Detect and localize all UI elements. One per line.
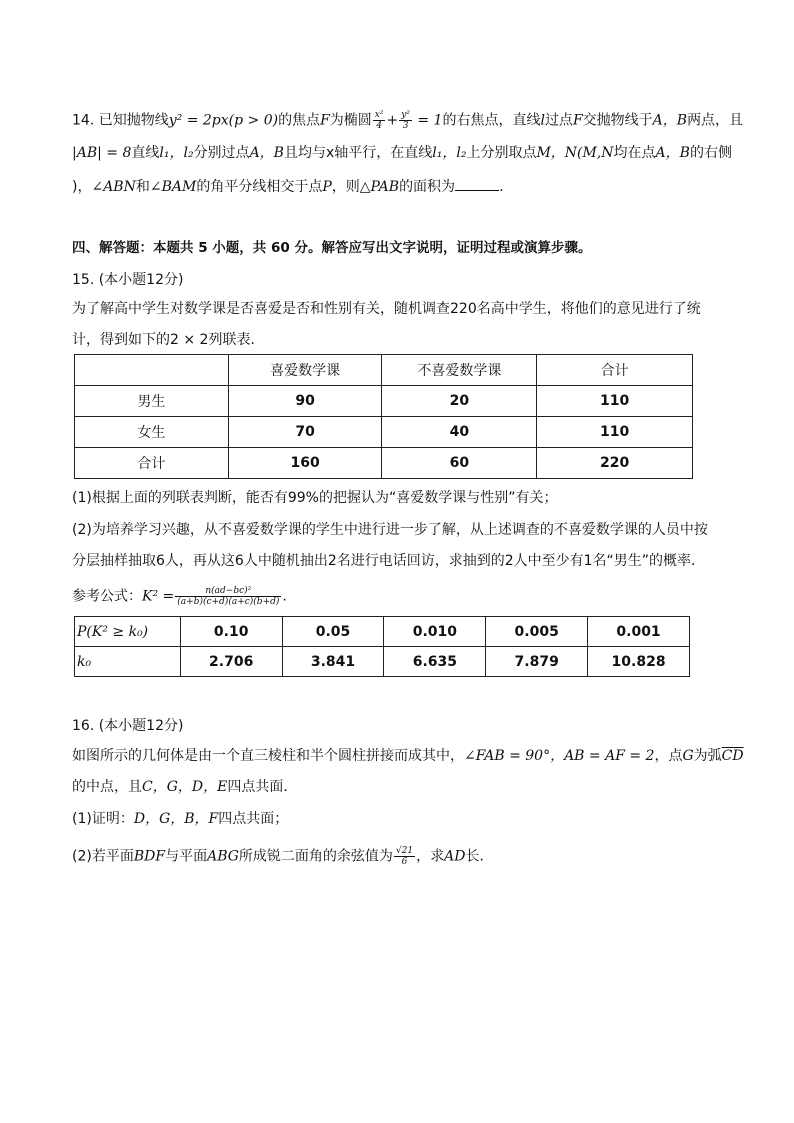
table-cell: 7.879 [486, 647, 588, 677]
table-cell: 3.841 [282, 647, 384, 677]
q15-formula [72, 586, 287, 607]
table-cell: 60 [382, 448, 537, 479]
q16-part1 [72, 809, 288, 829]
table-row [75, 417, 693, 448]
text: 14. 已知抛物线 [72, 112, 169, 129]
text: 的右焦点，直线 [442, 112, 541, 129]
q16-line2 [72, 777, 297, 797]
text: 如图所示的几何体是由一个直三棱柱和半个圆柱拼接而成其中， [72, 748, 464, 764]
text: 为椭圆 [329, 112, 372, 129]
text: (1)证明： [72, 811, 134, 827]
triangle-pab: △PAB [359, 179, 400, 195]
text: 长． [465, 848, 494, 865]
fraction-y2-3 [399, 110, 412, 131]
table-cell: 男生 [75, 386, 229, 417]
table-cell: 10.828 [588, 647, 690, 677]
text: . [282, 588, 287, 605]
table-row [75, 386, 693, 417]
table-cell: 160 [228, 448, 382, 479]
table-cell: 110 [537, 386, 693, 417]
text: 直线 [131, 145, 160, 161]
var-g: G [682, 748, 694, 764]
ellipse-rest: = 1 [412, 112, 443, 129]
formula-lhs: K² = [142, 588, 175, 605]
text: 所成锐二面角的余弦值为 [238, 848, 393, 865]
var-l: l [540, 112, 545, 129]
table-cell: 90 [228, 386, 382, 417]
text: 四点共面． [227, 779, 298, 795]
var-mn: M，N(M,N [536, 145, 614, 161]
table-cell: 0.001 [588, 617, 690, 647]
q15-intro-1: 为了解高中学生对数学课是否喜爱是否和性别有关，随机调查220名高中学生，将他们的意见进行了统 [72, 301, 701, 317]
q15-header: 15. (本小题12分) [72, 272, 184, 288]
table-cell: P(K² ≥ k₀) [75, 617, 181, 647]
q16-header: 16. (本小题12分) [72, 718, 184, 734]
text: 的中点，且 [72, 779, 142, 795]
table-cell: 110 [537, 417, 693, 448]
q14-line1: 14. 已知抛物线y² = 2px(p > 0)的焦点F为椭圆 $\frac{\text{x²}}{4}$ + $\frac{\text{y²}}{3}$ = 1的右焦点，直线l过点F交抛物线于A，B两点，且 [72, 110, 744, 131]
var-f: F [572, 112, 583, 129]
table-cell: 6.635 [384, 647, 486, 677]
denominator: (a+b)(c+d)(a+c)(b+d) [177, 597, 280, 607]
angle-abn: ∠ABN [91, 179, 136, 195]
parabola-equation: y² = 2px(p > 0) [168, 112, 279, 129]
q14-line2 [72, 143, 732, 163]
table-cell: 20 [382, 386, 537, 417]
plane-bdf: BDF [133, 848, 166, 865]
text: 上分别取点 [466, 145, 537, 161]
text: 交抛物线于 [582, 112, 653, 129]
text: 两点，且 [687, 112, 744, 129]
var-ab: A，B [652, 112, 688, 129]
section-heading: 四、解答题：本题共 5 小题，共 60 分。解答应写出文字说明，证明过程或演算步骤。 [72, 240, 592, 256]
fraction-sqrt21-6 [394, 846, 415, 867]
denominator: 6 [401, 857, 408, 867]
var-ab: A，B [249, 145, 284, 161]
var-p: P [322, 179, 332, 195]
table-cell: 0.05 [282, 617, 384, 647]
points-dgbf: D，G，B，F [133, 811, 219, 827]
numerator: √21 [395, 846, 414, 856]
table-cell: 女生 [75, 417, 229, 448]
table-cell: 不喜爱数学课 [382, 355, 537, 386]
q14-line3 [72, 176, 504, 197]
table-cell: 220 [537, 448, 693, 479]
denominator: 4 [376, 121, 382, 131]
q15-part2-line1: (2)为培养学习兴趣，从不喜爱数学课的学生中进行进一步了解，从上述调查的不喜爱数学课的人员中按 [72, 522, 708, 538]
text: 且均与x轴平行，在直线 [283, 145, 433, 161]
table-row [75, 448, 693, 479]
text: 和 [135, 179, 150, 195]
q15-part1: (1)根据上面的列联表判断，能否有99%的把握认为“喜爱数学课与性别”有关； [72, 490, 558, 506]
table-cell: 0.005 [486, 617, 588, 647]
q16-part2 [72, 846, 493, 867]
text: 的焦点 [278, 112, 321, 129]
arc-cd: $\overline{CD}$ [721, 748, 744, 764]
table-cell: 40 [382, 417, 537, 448]
ab-length: |AB| = 8 [72, 145, 132, 161]
fraction-x2-4 [373, 110, 386, 131]
table-cell: 0.010 [384, 617, 486, 647]
numerator: y² [401, 110, 410, 120]
angle-bam: ∠BAM [149, 179, 197, 195]
var-f: F [320, 112, 330, 129]
var-l1l2: l₁，l₂ [432, 145, 467, 161]
formula-fraction [175, 586, 281, 607]
table-cell: 合计 [75, 448, 229, 479]
text: 过点 [544, 112, 573, 129]
text: ，则 [331, 179, 360, 195]
table-cell [75, 355, 229, 386]
table-cell: 70 [228, 417, 382, 448]
text: ，点 [654, 748, 683, 764]
q15-intro-2: 计，得到如下的2 × 2列联表． [72, 332, 265, 348]
numerator: n(ad−bc)² [175, 586, 281, 597]
text: 均在点 [613, 145, 656, 161]
text: (2)若平面 [72, 848, 134, 865]
text: 为弧 [693, 748, 722, 764]
reference-table [74, 616, 690, 677]
table-cell: k₀ [75, 647, 181, 677]
text: . [499, 179, 504, 195]
answer-blank [455, 176, 499, 191]
text: 与平面 [165, 848, 208, 865]
text: )， [72, 179, 92, 195]
condition: ∠FAB = 90°，AB = AF = 2 [464, 748, 655, 764]
text: 的右侧 [689, 145, 732, 161]
denominator: 3 [402, 121, 409, 131]
table-cell: 2.706 [180, 647, 282, 677]
text: ，求 [416, 848, 445, 865]
q16-line1 [72, 746, 744, 766]
contingency-table [74, 354, 693, 479]
points-cgde: C，G，D，E [142, 779, 228, 795]
q15-part2-line2: 分层抽样抽取6人，再从这6人中随机抽出2名进行电话回访，求抽到的2人中至少有1名“男生”的概率． [72, 553, 706, 569]
table-cell: 0.10 [180, 617, 282, 647]
var-ab: A，B [655, 145, 690, 161]
plane-abg: ABG [207, 848, 239, 865]
table-row [75, 617, 690, 647]
formula-label: 参考公式： [72, 588, 142, 605]
table-header-row [75, 355, 693, 386]
text: 的面积为 [399, 179, 456, 195]
segment-ad: AD [444, 848, 466, 865]
table-cell: 合计 [537, 355, 693, 386]
text: 四点共面； [218, 811, 289, 827]
numerator: x² [374, 110, 384, 120]
text: 的角平分线相交于点 [196, 179, 323, 195]
var-l1l2: l₁，l₂ [159, 145, 194, 161]
text: 分别过点 [193, 145, 250, 161]
table-cell: 喜爱数学课 [228, 355, 382, 386]
table-row [75, 647, 690, 677]
